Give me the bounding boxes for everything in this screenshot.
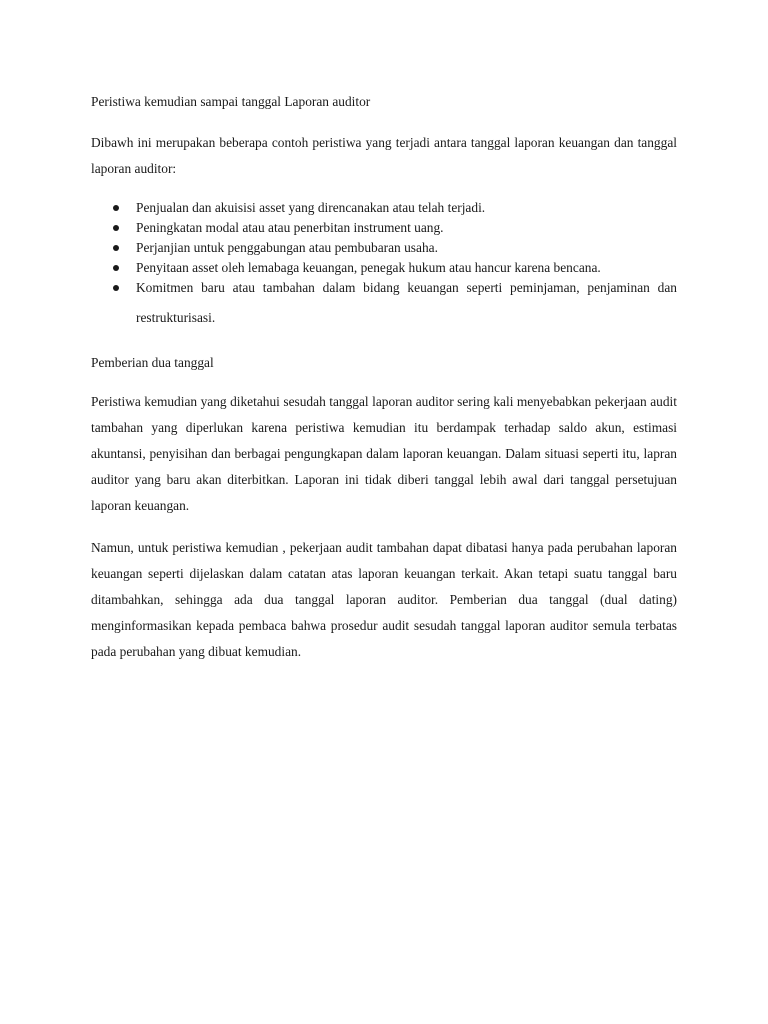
section-heading-subsequent-events: Peristiwa kemudian sampai tanggal Laporan auditor xyxy=(91,94,371,109)
bullet-icon xyxy=(113,225,119,231)
list-item xyxy=(91,218,677,238)
list-item-text: Peningkatan modal atau atau penerbitan instrument uang. xyxy=(136,220,444,235)
examples-list xyxy=(91,198,677,333)
list-item-text: Komitmen baru atau tambahan dalam bidang keuangan seperti peminjaman, penjaminan dan restrukturisasi. xyxy=(136,280,677,325)
list-item xyxy=(91,273,677,333)
bullet-icon xyxy=(113,265,119,271)
list-item-text: Penyitaan asset oleh lemabaga keuangan, penegak hukum atau hancur karena bencana. xyxy=(136,260,601,275)
document-page xyxy=(91,92,677,665)
body-paragraph-2: Namun, untuk peristiwa kemudian , pekerjaan audit tambahan dapat dibatasi hanya pada perubahan laporan keuangan seperti dijelaskan dalam catatan atas laporan keuangan terkait. Akan tetapi suatu tanggal baru ditambahkan, sehingga ada dua tanggal laporan auditor. Pemberian dua tanggal (dual dating) menginformasikan kepada pembaca bahwa prosedur audit sesudah tanggal laporan auditor semula terbatas pada perubahan yang dibuat kemudian. xyxy=(91,540,677,659)
bullet-icon xyxy=(113,205,119,211)
section-heading-dual-dating: Pemberian dua tanggal xyxy=(91,355,214,370)
bullet-icon xyxy=(113,245,119,251)
body-paragraph-1: Peristiwa kemudian yang diketahui sesudah tanggal laporan auditor sering kali menyebabkan pekerjaan audit tambahan yang diperlukan karena peristiwa kemudian itu berdampak terhadap saldo akun, estimasi akuntansi, penyisihan dan berbagai pengungkapan dalam laporan keuangan. Dalam situasi seperti itu, lapran auditor yang baru akan diterbitkan. Laporan ini tidak diberi tanggal lebih awal dari tanggal persetujuan laporan keuangan. xyxy=(91,394,677,513)
bullet-icon xyxy=(113,285,119,291)
list-item-text: Penjualan dan akuisisi asset yang direncanakan atau telah terjadi. xyxy=(136,200,486,215)
intro-paragraph: Dibawh ini merupakan beberapa contoh peristiwa yang terjadi antara tanggal laporan keuangan dan tanggal laporan auditor: xyxy=(91,135,677,176)
list-item xyxy=(91,198,677,218)
list-item-text: Perjanjian untuk penggabungan atau pembubaran usaha. xyxy=(136,240,438,255)
list-item xyxy=(91,238,677,258)
